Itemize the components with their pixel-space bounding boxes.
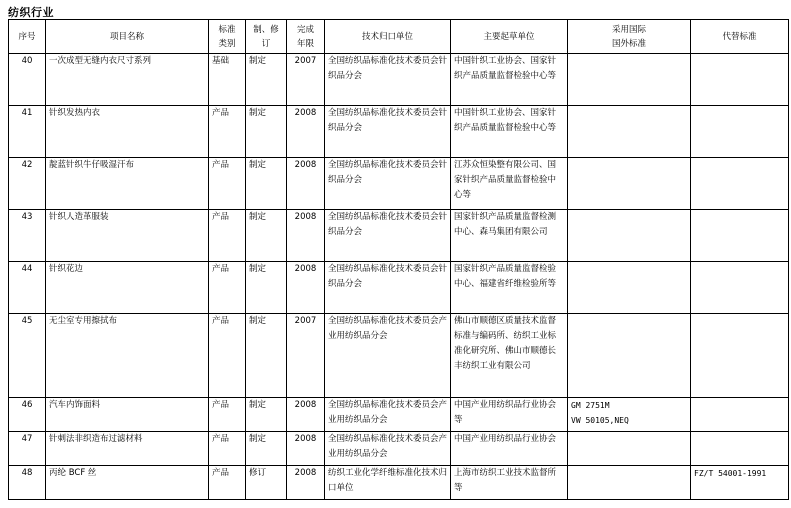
table-row bbox=[9, 158, 789, 210]
cell-type: 制定 bbox=[246, 210, 287, 262]
cell-drafter: 中国产业用纺织品行业协会 bbox=[451, 432, 568, 466]
cell-committee: 全国纺织品标准化技术委员会针织品分会 bbox=[325, 262, 451, 314]
cell-year: 2007 bbox=[287, 314, 325, 398]
cell-type: 制定 bbox=[246, 314, 287, 398]
cell-category: 产品 bbox=[209, 158, 246, 210]
table-row bbox=[9, 262, 789, 314]
cell-name: 针织发热内衣 bbox=[46, 106, 209, 158]
header-no: 序号 bbox=[9, 20, 46, 54]
cell-no: 48 bbox=[9, 466, 46, 500]
cell-committee: 纺织工业化学纤维标准化技术归口单位 bbox=[325, 466, 451, 500]
cell-type: 制定 bbox=[246, 262, 287, 314]
cell-no: 44 bbox=[9, 262, 46, 314]
cell-drafter: 中国产业用纺织品行业协会等 bbox=[451, 398, 568, 432]
cell-drafter: 中国针织工业协会、国家针织产品质量监督检验中心等 bbox=[451, 106, 568, 158]
cell-replace bbox=[691, 158, 789, 210]
cell-intl bbox=[568, 106, 691, 158]
header-name: 项目名称 bbox=[46, 20, 209, 54]
cell-replace bbox=[691, 262, 789, 314]
cell-category: 产品 bbox=[209, 432, 246, 466]
cell-type: 制定 bbox=[246, 106, 287, 158]
cell-type: 制定 bbox=[246, 398, 287, 432]
cell-name: 无尘室专用擦拭布 bbox=[46, 314, 209, 398]
table-header bbox=[9, 20, 789, 54]
cell-no: 46 bbox=[9, 398, 46, 432]
cell-intl: GM 2751M VW 50105,NEQ bbox=[568, 398, 691, 432]
header-type: 制、修 订 bbox=[246, 20, 287, 54]
cell-category: 产品 bbox=[209, 210, 246, 262]
cell-committee: 全国纺织品标准化技术委员会针织品分会 bbox=[325, 158, 451, 210]
cell-replace bbox=[691, 432, 789, 466]
cell-replace bbox=[691, 106, 789, 158]
cell-year: 2008 bbox=[287, 466, 325, 500]
cell-committee: 全国纺织品标准化技术委员会针织品分会 bbox=[325, 54, 451, 106]
cell-name: 丙纶 BCF 丝 bbox=[46, 466, 209, 500]
cell-intl bbox=[568, 466, 691, 500]
cell-no: 45 bbox=[9, 314, 46, 398]
cell-category: 产品 bbox=[209, 314, 246, 398]
cell-year: 2007 bbox=[287, 54, 325, 106]
table-row bbox=[9, 398, 789, 432]
cell-no: 42 bbox=[9, 158, 46, 210]
cell-name: 汽车内饰面料 bbox=[46, 398, 209, 432]
cell-replace bbox=[691, 54, 789, 106]
section-title: 纺织行业 bbox=[8, 6, 54, 19]
cell-drafter: 佛山市顺德区质量技术监督标准与编码所、纺织工业标准化研究所、佛山市顺德长丰纺织工业有限公司 bbox=[451, 314, 568, 398]
cell-no: 47 bbox=[9, 432, 46, 466]
cell-drafter: 国家针织产品质量监督检测中心、森马集团有限公司 bbox=[451, 210, 568, 262]
cell-name: 针织人造革服装 bbox=[46, 210, 209, 262]
cell-type: 制定 bbox=[246, 54, 287, 106]
header-committee: 技术归口单位 bbox=[325, 20, 451, 54]
table-body bbox=[9, 54, 789, 500]
cell-name: 针刺法非织造布过滤材料 bbox=[46, 432, 209, 466]
cell-committee: 全国纺织品标准化技术委员会产业用纺织品分会 bbox=[325, 398, 451, 432]
cell-drafter: 上海市纺织工业技术监督所等 bbox=[451, 466, 568, 500]
cell-intl bbox=[568, 158, 691, 210]
cell-committee: 全国纺织品标准化技术委员会产业用纺织品分会 bbox=[325, 314, 451, 398]
cell-name: 针织花边 bbox=[46, 262, 209, 314]
cell-committee: 全国纺织品标准化技术委员会针织品分会 bbox=[325, 210, 451, 262]
cell-no: 41 bbox=[9, 106, 46, 158]
cell-name: 靛蓝针织牛仔吸湿汗布 bbox=[46, 158, 209, 210]
cell-intl bbox=[568, 314, 691, 398]
cell-category: 产品 bbox=[209, 106, 246, 158]
cell-drafter: 江苏众恒染整有限公司、国家针织产品质量监督检验中心等 bbox=[451, 158, 568, 210]
cell-type: 制定 bbox=[246, 158, 287, 210]
table-row bbox=[9, 106, 789, 158]
table-row bbox=[9, 432, 789, 466]
cell-category: 基础 bbox=[209, 54, 246, 106]
cell-year: 2008 bbox=[287, 432, 325, 466]
standards-table bbox=[8, 19, 789, 500]
cell-year: 2008 bbox=[287, 210, 325, 262]
header-intl: 采用国际 国外标准 bbox=[568, 20, 691, 54]
cell-type: 修订 bbox=[246, 466, 287, 500]
table-row bbox=[9, 466, 789, 500]
header-category: 标准 类别 bbox=[209, 20, 246, 54]
cell-year: 2008 bbox=[287, 106, 325, 158]
header-year: 完成 年限 bbox=[287, 20, 325, 54]
cell-replace bbox=[691, 398, 789, 432]
cell-year: 2008 bbox=[287, 158, 325, 210]
cell-replace bbox=[691, 210, 789, 262]
cell-committee: 全国纺织品标准化技术委员会产业用纺织品分会 bbox=[325, 432, 451, 466]
cell-category: 产品 bbox=[209, 262, 246, 314]
cell-intl bbox=[568, 262, 691, 314]
cell-type: 制定 bbox=[246, 432, 287, 466]
cell-intl bbox=[568, 210, 691, 262]
cell-no: 43 bbox=[9, 210, 46, 262]
cell-category: 产品 bbox=[209, 398, 246, 432]
table-row bbox=[9, 314, 789, 398]
cell-replace: FZ/T 54001-1991 bbox=[691, 466, 789, 500]
cell-name: 一次成型无缝内衣尺寸系列 bbox=[46, 54, 209, 106]
header-row bbox=[9, 20, 789, 54]
cell-drafter: 国家针织产品质量监督检验中心、福建省纤维检验所等 bbox=[451, 262, 568, 314]
cell-no: 40 bbox=[9, 54, 46, 106]
cell-drafter: 中国针织工业协会、国家针织产品质量监督检验中心等 bbox=[451, 54, 568, 106]
cell-intl bbox=[568, 54, 691, 106]
cell-replace bbox=[691, 314, 789, 398]
header-drafter: 主要起草单位 bbox=[451, 20, 568, 54]
cell-year: 2008 bbox=[287, 398, 325, 432]
cell-committee: 全国纺织品标准化技术委员会针织品分会 bbox=[325, 106, 451, 158]
cell-year: 2008 bbox=[287, 262, 325, 314]
header-replace: 代替标准 bbox=[691, 20, 789, 54]
table-row bbox=[9, 210, 789, 262]
cell-category: 产品 bbox=[209, 466, 246, 500]
cell-intl bbox=[568, 432, 691, 466]
table-row bbox=[9, 54, 789, 106]
